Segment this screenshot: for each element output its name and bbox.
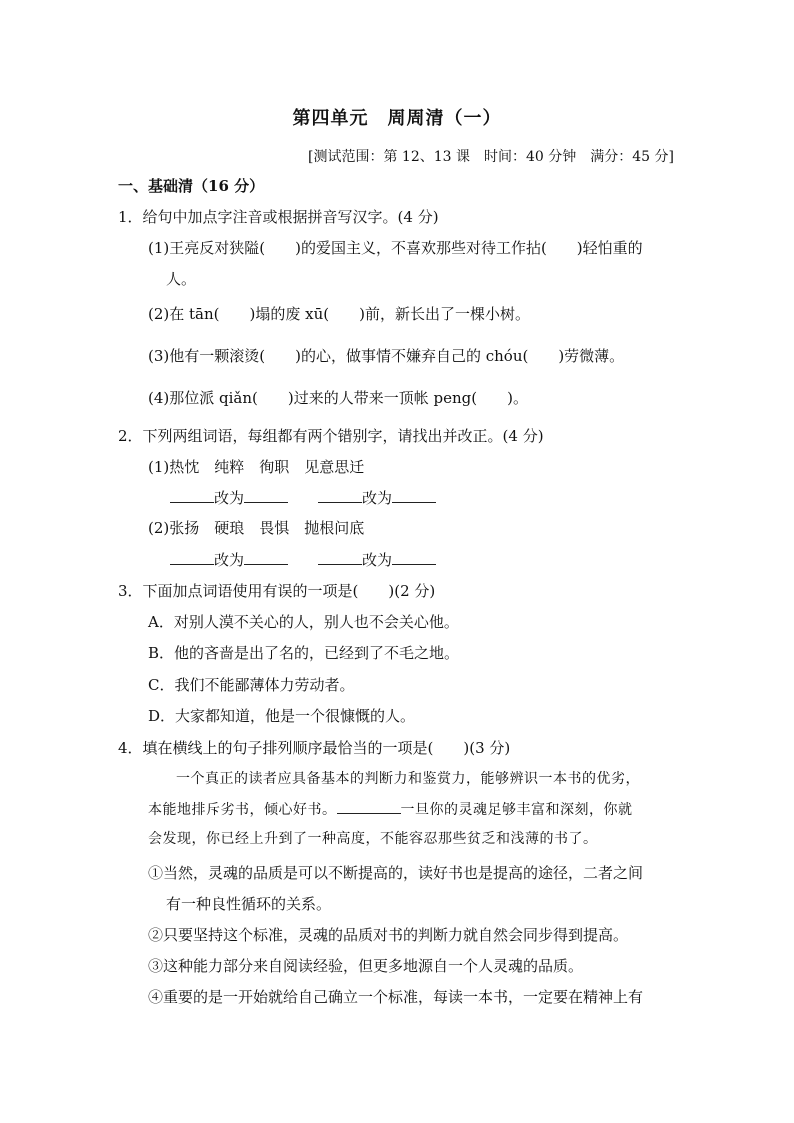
section-heading: 一、基础清（16 分） (118, 177, 265, 195)
answer-blank[interactable] (318, 488, 362, 503)
answer-blank[interactable] (244, 488, 288, 503)
answer-blank[interactable] (392, 550, 436, 565)
q1-stem: 1．给句中加点字注音或根据拼音写汉字。(4 分) (118, 208, 439, 226)
passage-text: 一旦你的灵魂足够丰富和深刻，你就 (400, 802, 633, 818)
q4-sentence-2: ②只要坚持这个标准，灵魂的品质对书的判断力就自然会同步得到提高。 (148, 926, 629, 944)
q4-sentence-1-cont: 有一种良性循环的关系。 (166, 895, 332, 913)
fix-label: 改为 (362, 489, 393, 507)
q2-group-1: (1)热忱 纯粹 徇职 见意思迁 (148, 458, 365, 476)
q3-option-b: B．他的吝啬是出了名的，已经到了不毛之地。 (148, 644, 460, 662)
q4-sentence-4: ④重要的是一开始就给自己确立一个标准，每读一本书，一定要在精神上有 (148, 988, 644, 1006)
q1-item-3: (3)他有一颗滚烫( )的心，做事情不嫌弃自己的 chóu( )劳微薄。 (148, 347, 625, 365)
answer-blank[interactable] (392, 488, 436, 503)
q4-sentence-1: ①当然，灵魂的品质是可以不断提高的，读好书也是提高的途径，二者之间 (148, 864, 644, 882)
page-title: 第四单元 周周清（一） (292, 108, 502, 129)
q4-passage-line-2 (148, 799, 633, 820)
answer-blank[interactable] (244, 550, 288, 565)
q1-item-1-cont: 人。 (166, 270, 197, 288)
q2-group-2: (2)张扬 硬琅 畏惧 抛根问底 (148, 519, 365, 537)
fix-label: 改为 (214, 551, 245, 569)
answer-blank[interactable] (318, 550, 362, 565)
q3-option-c: C．我们不能鄙薄体力劳动者。 (148, 676, 355, 694)
q3-stem: 3．下面加点词语使用有误的一项是( )(2 分) (118, 582, 436, 600)
q4-passage-line-3: 会发现，你已经上升到了一种高度，不能容忍那些贫乏和浅薄的书了。 (148, 831, 598, 847)
q3-option-a: A．对别人漠不关心的人，别人也不会关心他。 (148, 613, 459, 631)
test-scope: [测试范围：第 12、13 课 时间：40 分钟 满分：45 分] (308, 149, 674, 165)
q3-option-d: D．大家都知道，他是一个很慷慨的人。 (148, 707, 416, 725)
answer-blank[interactable] (170, 550, 214, 565)
q4-stem: 4．填在横线上的句子排列顺序最恰当的一项是( )(3 分) (118, 739, 511, 757)
q2-group-1-answer (170, 488, 436, 508)
passage-blank[interactable] (337, 799, 401, 814)
q2-group-2-answer (170, 550, 436, 570)
q4-sentence-3: ③这种能力部分来自阅读经验，但更多地源自一个人灵魂的品质。 (148, 957, 584, 975)
q4-passage-line-1: 一个真正的读者应具备基本的判断力和鉴赏力，能够辨识一本书的优劣， (176, 771, 640, 787)
fix-label: 改为 (214, 489, 245, 507)
q1-item-1: (1)王亮反对狭隘( )的爱国主义，不喜欢那些对待工作拈( )轻怕重的 (148, 239, 643, 257)
q1-item-4: (4)那位派 qiǎn( )过来的人带来一顶帐 peng( )。 (148, 389, 528, 407)
q1-item-2: (2)在 tān( )塌的废 xū( )前，新长出了一棵小树。 (148, 305, 530, 323)
q2-stem: 2．下列两组词语，每组都有两个错别字，请找出并改正。(4 分) (118, 427, 544, 445)
answer-blank[interactable] (170, 488, 214, 503)
passage-text: 本能地排斥劣书，倾心好书。 (148, 802, 337, 818)
fix-label: 改为 (362, 551, 393, 569)
